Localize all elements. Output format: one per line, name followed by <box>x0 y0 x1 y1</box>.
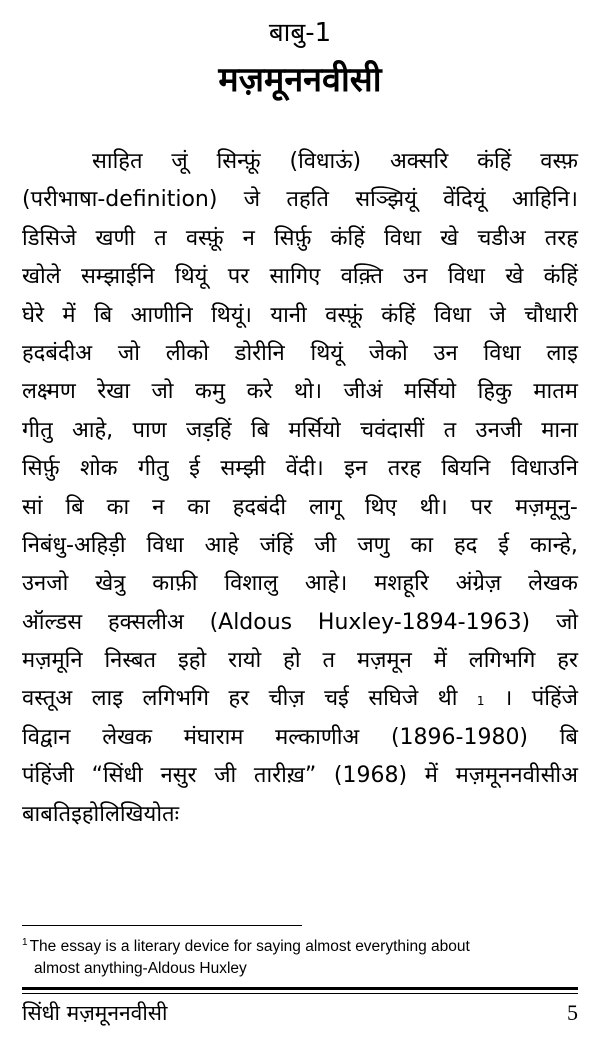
word: डिसिजे <box>22 225 77 251</box>
word: बि <box>65 494 84 520</box>
word: त <box>443 417 457 443</box>
word: जणु <box>357 532 390 558</box>
word: मज़मून <box>356 648 412 674</box>
word: जंहिं <box>259 532 294 558</box>
word: । <box>503 686 513 712</box>
word: वेंदियूं <box>443 187 486 213</box>
word: जे <box>243 187 261 213</box>
word: में <box>424 763 438 789</box>
word: हदबंदी <box>232 494 287 520</box>
word: जे <box>489 302 506 328</box>
word: जड़हिं <box>186 417 232 443</box>
word: निबंधु-अहिड़ी <box>22 532 126 558</box>
word: ऑल्डस <box>22 609 83 635</box>
word: (1896-1980) <box>390 724 529 750</box>
word: लगिभगि <box>142 686 210 712</box>
word: थियूं <box>174 264 208 290</box>
word: ई <box>189 456 200 482</box>
footnote-line-1: The essay is a literary device for saying almost everything about <box>29 938 470 955</box>
text-line <box>22 527 578 565</box>
running-footer-title: सिंधी मज़मूननवीसी <box>22 1001 168 1025</box>
word: लीको <box>165 340 209 366</box>
word: सिर्फ़ु <box>273 225 312 251</box>
word: उन <box>433 340 458 366</box>
word: चीज़ <box>268 686 305 712</box>
word: न <box>242 225 255 251</box>
word: बि <box>250 417 270 443</box>
word: आहिनि। <box>511 187 578 213</box>
word: गीतु <box>138 456 169 482</box>
word: विधा <box>447 264 486 290</box>
word: उनजी <box>475 417 522 443</box>
footnote <box>22 936 578 980</box>
word: विद्वान <box>22 724 71 750</box>
word: इहो <box>71 801 100 827</box>
word: उनजो <box>22 571 69 597</box>
word: मल्काणीअ <box>275 724 360 750</box>
word: शोक <box>80 456 118 482</box>
text-line <box>22 143 578 181</box>
word: विधा <box>433 302 472 328</box>
word: मंघाराम <box>183 724 244 750</box>
footnote-line-2: almost anything-Aldous Huxley <box>34 960 247 977</box>
word: का <box>410 532 434 558</box>
word: सम्झी <box>220 456 266 482</box>
word: अंग्रेज़ <box>455 571 502 597</box>
word: वेंदी। <box>285 456 324 482</box>
footnote-mark: 1 <box>22 936 28 948</box>
word: मज़मूनु- <box>515 494 578 520</box>
word: जो <box>555 609 578 635</box>
footnote-separator <box>22 925 302 926</box>
word: मज़मूननवीसीअ <box>455 763 578 789</box>
text-line <box>22 757 578 795</box>
word: सघिजे <box>368 686 419 712</box>
word: थी। <box>419 494 448 520</box>
word: का <box>187 494 210 520</box>
word: जूं <box>171 149 188 174</box>
word: माना <box>541 417 578 443</box>
word: मज़मूनि <box>22 648 83 674</box>
word: लेखक <box>102 724 153 750</box>
word: (विधाऊं) <box>289 149 362 174</box>
word: लाइ <box>546 340 578 366</box>
word: कंहिं <box>330 225 365 251</box>
word: इन <box>344 456 368 482</box>
text-line <box>22 642 578 680</box>
word: न <box>152 494 165 520</box>
word: जी <box>214 763 237 789</box>
text-line: वस्तूअ लाइ लगिभगि हर चीज़ चई सघिजे थी 1 । पंहिंजे <box>22 680 578 718</box>
word: मातम <box>533 379 578 405</box>
word: सां <box>22 494 43 520</box>
text-line <box>22 604 578 642</box>
word: हिकु <box>477 379 512 405</box>
text-line <box>22 565 578 603</box>
word: हक्सलीअ <box>107 609 184 635</box>
word: लक्ष्मण <box>22 379 76 405</box>
word: पर <box>227 264 250 290</box>
word: वस्फ़ूं <box>185 225 224 251</box>
word: चई <box>324 686 349 712</box>
word: आहे, <box>72 417 114 443</box>
text-line <box>22 297 578 335</box>
word: आहे। <box>304 571 348 597</box>
word: रायो <box>228 648 262 674</box>
word: खोले <box>22 264 61 290</box>
word: मर्सियो <box>403 379 457 405</box>
word: पंहिंजे <box>531 686 578 712</box>
word: हद <box>454 532 478 558</box>
word: डोरीनि <box>234 340 285 366</box>
word: कान्हे, <box>530 532 578 558</box>
word: करे <box>246 379 273 405</box>
word: घेरे <box>22 302 45 328</box>
word: जो <box>151 379 174 405</box>
word: कंहिं <box>477 149 512 174</box>
text-line <box>22 796 578 834</box>
text-line <box>22 220 578 258</box>
word: वस्तूअ <box>22 686 73 712</box>
word: विधा <box>146 532 184 558</box>
word: साहित <box>92 149 143 174</box>
chapter-number: बाबु-1 <box>268 18 332 48</box>
word: बियनि <box>441 456 491 482</box>
word: आणीनि <box>130 302 193 328</box>
text-line <box>22 373 578 411</box>
word: सञ्झियूं <box>355 187 417 213</box>
word: जो <box>117 340 140 366</box>
word: थियूं <box>310 340 344 366</box>
word: यानी <box>270 302 307 328</box>
word: तहति <box>286 187 329 213</box>
word: खे <box>440 225 459 251</box>
word: (1968) <box>333 763 408 789</box>
word: थियूं। <box>211 302 252 328</box>
word: (परीभाषा-definition) <box>22 187 218 213</box>
word: इहो <box>177 648 207 674</box>
word: लिखियो <box>99 801 163 827</box>
word: रेखा <box>97 379 130 405</box>
word: खणी <box>95 225 136 251</box>
word: तरह <box>387 456 421 482</box>
text-line <box>22 181 578 219</box>
text-line <box>22 450 578 488</box>
word: में <box>62 302 76 328</box>
word: ई <box>498 532 510 558</box>
word: हर <box>228 686 250 712</box>
word: चडीअ <box>477 225 526 251</box>
word: लेखक <box>528 571 578 597</box>
text-line <box>22 719 578 757</box>
word: बाबति <box>22 801 72 827</box>
word: Huxley-1894-1963) <box>317 609 531 635</box>
word: त <box>322 648 336 674</box>
word: सिन्फ़ूं <box>216 149 261 174</box>
footer-rule <box>22 987 578 990</box>
word: तरह <box>544 225 578 251</box>
word: मर्सियो <box>288 417 341 443</box>
word: तः <box>162 801 180 827</box>
page-number: 5 <box>567 1000 578 1025</box>
word: विधा <box>483 340 521 366</box>
word: त <box>154 225 167 251</box>
word: कंहिं <box>543 264 578 290</box>
word: हो <box>283 648 301 674</box>
word: बि <box>559 724 578 750</box>
word: जेको <box>368 340 408 366</box>
word: थिए <box>364 494 397 520</box>
word: सागिए <box>269 264 321 290</box>
word: विधाउनि <box>510 456 578 482</box>
text-line <box>22 335 578 373</box>
word: चवंदासीं <box>360 417 425 443</box>
word: काफ़ी <box>152 571 198 597</box>
word: विशालु <box>224 571 278 597</box>
word: “सिंधी <box>91 763 143 789</box>
word: उन <box>403 264 428 290</box>
word: लागू <box>308 494 342 520</box>
text-line <box>22 258 578 296</box>
word: (Aldous <box>209 609 293 635</box>
word: लाइ <box>91 686 124 712</box>
word: खेत्रु <box>95 571 126 597</box>
word: का <box>106 494 130 520</box>
word: वक़्ति <box>340 264 383 290</box>
word: पर <box>470 494 493 520</box>
word: लगिभगि <box>468 648 536 674</box>
word: चौधारी <box>524 302 578 328</box>
word: थी <box>437 686 458 712</box>
word: जी <box>314 532 337 558</box>
body-paragraph <box>22 143 578 834</box>
word: विधा <box>384 225 422 251</box>
word: मशहूरि <box>374 571 429 597</box>
word: पंहिंजी <box>22 763 74 789</box>
word: कंहिं <box>381 302 416 328</box>
word: वस्फ़ <box>540 149 578 174</box>
word: सिर्फ़ु <box>22 456 60 482</box>
text-line <box>22 412 578 450</box>
word: तारीख़” <box>253 763 317 789</box>
word: पाण <box>132 417 167 443</box>
word: हदबंदीअ <box>22 340 93 366</box>
word: थो। <box>293 379 323 405</box>
word: आहे <box>204 532 239 558</box>
word: निस्बत <box>104 648 157 674</box>
text-line <box>22 489 578 527</box>
word: खे <box>505 264 524 290</box>
word: हर <box>557 648 578 674</box>
word: गीतु <box>22 417 53 443</box>
word: नसुर <box>160 763 197 789</box>
word: अक्सरि <box>389 149 449 174</box>
chapter-title: मज़मूननवीसी <box>218 60 382 100</box>
word: कमु <box>195 379 226 405</box>
word: बि <box>93 302 113 328</box>
word: सम्झाईनि <box>80 264 155 290</box>
word: जीअं <box>343 379 383 405</box>
word: में <box>433 648 447 674</box>
word: वस्फ़ूं <box>325 302 363 328</box>
footer-rule-thin <box>22 993 578 994</box>
